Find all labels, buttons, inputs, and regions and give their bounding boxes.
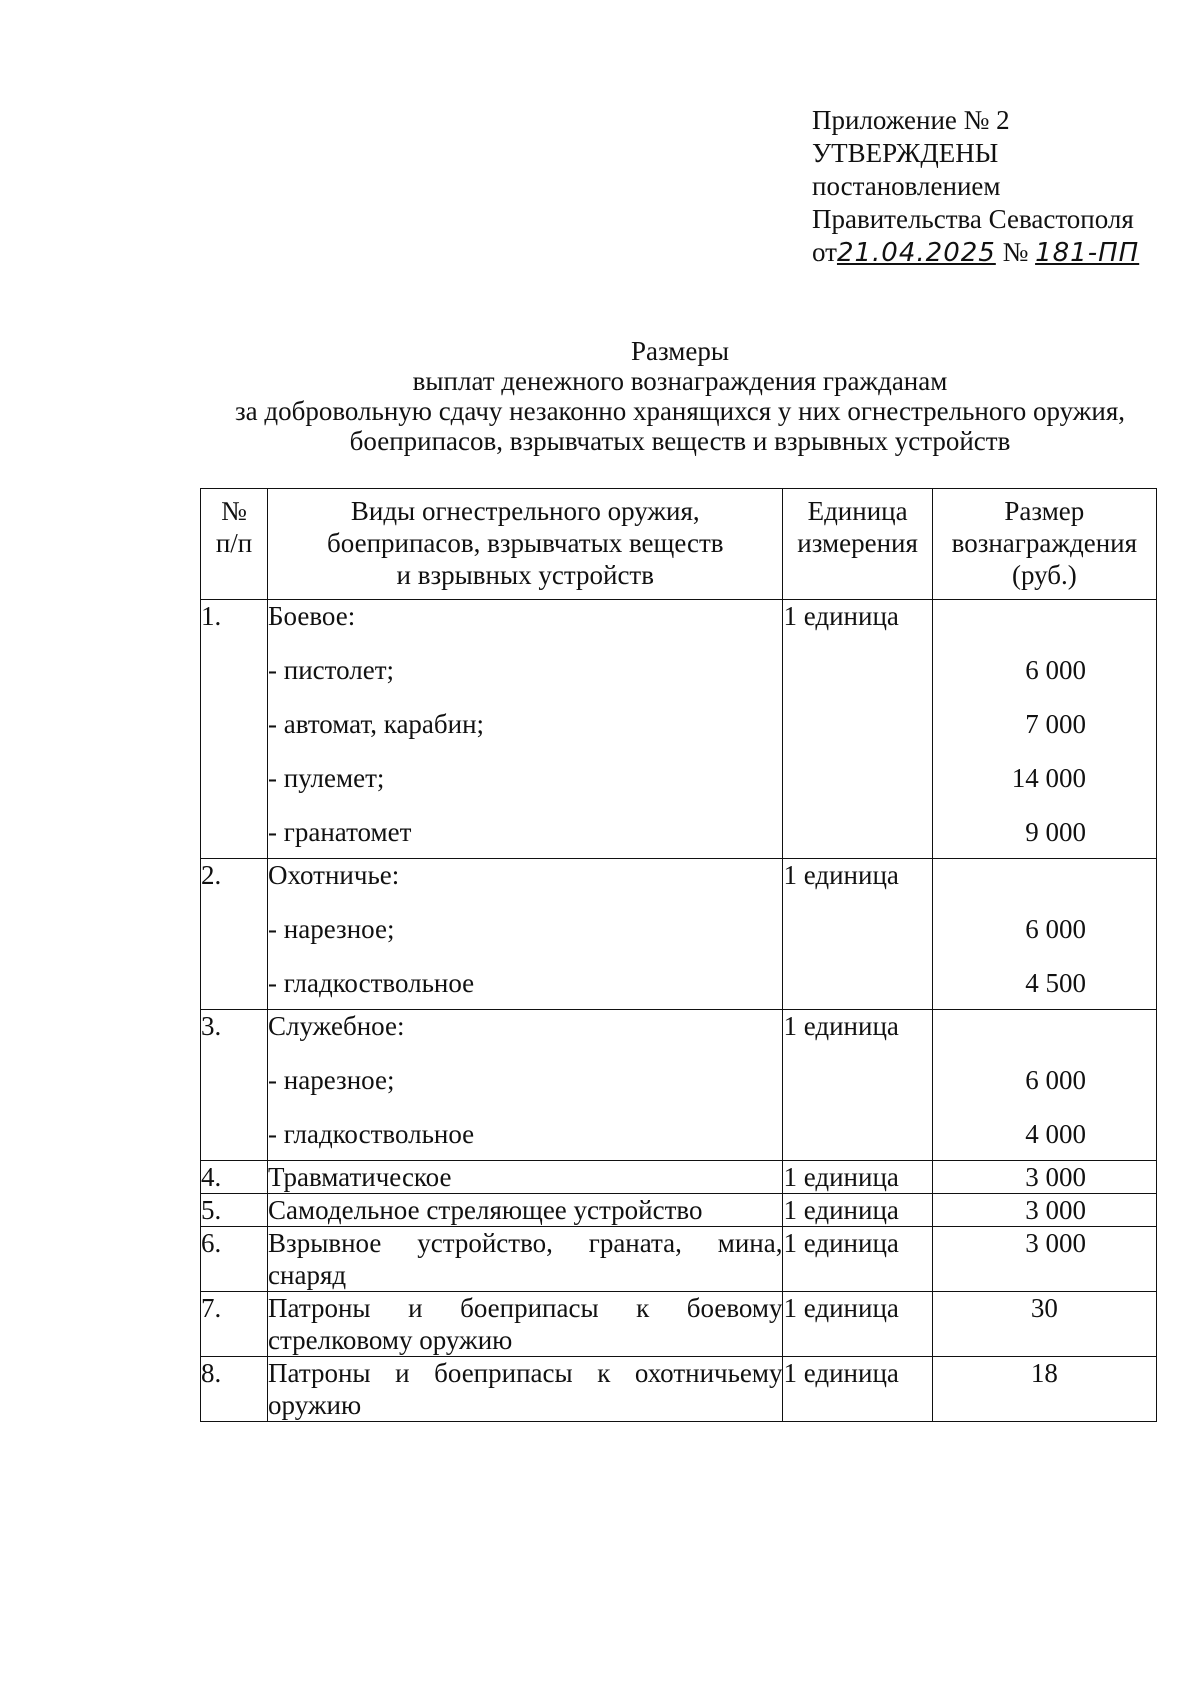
handwritten-number: 181-ПП xyxy=(1035,238,1140,268)
approved-label: УТВЕРЖДЕНЫ xyxy=(812,138,999,168)
handwritten-date: 21.04.2025 xyxy=(836,238,996,268)
row-unit: 1 единица xyxy=(783,1161,932,1194)
date-number-line xyxy=(812,236,1182,270)
row-kind: Служебное: - нарезное; - гладкоствольное xyxy=(268,1010,783,1161)
row-unit: 1 единица xyxy=(783,1010,932,1161)
row-kind: Охотничье: - нарезное; - гладкоствольное xyxy=(268,859,783,1010)
row-unit: 1 единица xyxy=(783,600,932,859)
table-header-row xyxy=(201,489,1157,600)
row-number: 1. xyxy=(201,600,268,859)
row-amount: 3 000 xyxy=(932,1194,1156,1227)
table-row xyxy=(201,1227,1157,1292)
appendix-number: Приложение № 2 xyxy=(812,105,1010,135)
table-row xyxy=(201,1357,1157,1422)
row-kind: Патроны и боеприпасы к охотничьему оружию xyxy=(268,1358,783,1420)
title-line-1: Размеры xyxy=(631,336,729,366)
row-amount: 6 000 4 000 xyxy=(932,1010,1156,1161)
header-amount: Размер вознаграждения (руб.) xyxy=(932,489,1156,600)
row-number: 6. xyxy=(201,1227,268,1292)
table-row xyxy=(201,859,1157,1010)
date-prefix: от xyxy=(812,237,837,267)
row-amount: 6 000 4 500 xyxy=(932,859,1156,1010)
table-row xyxy=(201,1161,1157,1194)
row-number: 8. xyxy=(201,1357,268,1422)
resolution-label: постановлением xyxy=(812,171,1001,201)
row-unit: 1 единица xyxy=(783,1357,932,1422)
number-prefix: № xyxy=(1002,237,1029,267)
row-kind: Патроны и боеприпасы к боевому стрелковому оружию xyxy=(268,1293,783,1355)
row-amount: 3 000 xyxy=(932,1227,1156,1292)
header-kind: Виды огнестрельного оружия, боеприпасов, взрывчатых веществ и взрывных устройств xyxy=(268,489,783,600)
row-unit: 1 единица xyxy=(783,1227,932,1292)
row-kind: Боевое: - пистолет; - автомат, карабин; - пулемет; - гранатомет xyxy=(268,600,783,859)
reward-table xyxy=(200,488,1157,1422)
table-row xyxy=(201,1010,1157,1161)
title-line-3: за добровольную сдачу незаконно хранящихся у них огнестрельного оружия, xyxy=(234,396,1126,426)
row-number: 7. xyxy=(201,1292,268,1357)
table-row xyxy=(201,600,1157,859)
row-kind: Взрывное устройство, граната, мина, снаряд xyxy=(268,1228,783,1290)
row-kind: Самодельное стреляющее устройство xyxy=(268,1194,783,1227)
row-kind: Травматическое xyxy=(268,1161,783,1194)
row-unit: 1 единица xyxy=(783,859,932,1010)
document-title xyxy=(180,336,1180,456)
row-unit: 1 единица xyxy=(783,1292,932,1357)
table-row xyxy=(201,1292,1157,1357)
title-line-2: выплат денежного вознаграждения гражданам xyxy=(412,366,948,396)
approval-block xyxy=(812,104,1182,270)
row-number: 5. xyxy=(201,1194,268,1227)
row-number: 3. xyxy=(201,1010,268,1161)
government-label: Правительства Севастополя xyxy=(812,204,1134,234)
row-amount: 18 xyxy=(932,1357,1156,1422)
row-number: 4. xyxy=(201,1161,268,1194)
title-line-4: боеприпасов, взрывчатых веществ и взрывных устройств xyxy=(349,426,1011,456)
table-row xyxy=(201,1194,1157,1227)
row-amount: 6 000 7 000 14 000 9 000 xyxy=(932,600,1156,859)
header-unit: Единица измерения xyxy=(783,489,932,600)
header-num: № п/п xyxy=(201,489,268,600)
row-amount: 3 000 xyxy=(932,1161,1156,1194)
row-amount: 30 xyxy=(932,1292,1156,1357)
row-unit: 1 единица xyxy=(783,1194,932,1227)
row-number: 2. xyxy=(201,859,268,1010)
